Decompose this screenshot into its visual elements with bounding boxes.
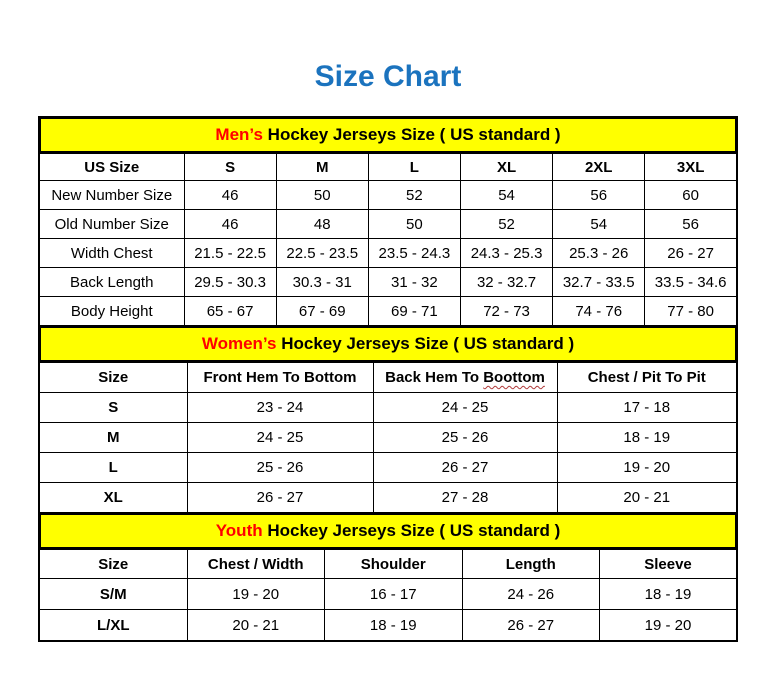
row-label: Old Number Size	[39, 210, 184, 239]
row-label: Width Chest	[39, 239, 184, 268]
table-row	[39, 453, 737, 483]
cell-value: 24 - 25	[187, 423, 373, 453]
cell-value: 24 - 25	[373, 393, 557, 423]
cell-value: 25 - 26	[373, 423, 557, 453]
cell-value: 46	[184, 210, 276, 239]
youth-band-highlight: Youth	[215, 521, 263, 540]
row-label: Body Height	[39, 297, 184, 327]
table-row	[39, 579, 737, 610]
cell-value: 56	[645, 210, 737, 239]
row-label: S	[39, 393, 187, 423]
cell-value: 72 - 73	[460, 297, 552, 327]
cell-value: 46	[184, 181, 276, 210]
cell-value: 18 - 19	[325, 610, 463, 642]
cell-value: 67 - 69	[276, 297, 368, 327]
cell-value: 22.5 - 23.5	[276, 239, 368, 268]
column-header: M	[276, 153, 368, 181]
womens-section-band	[38, 325, 738, 363]
column-header-text: Back Hem To	[385, 369, 484, 386]
cell-value: 26 - 27	[187, 483, 373, 514]
cell-value: 26 - 27	[645, 239, 737, 268]
table-row	[39, 181, 737, 210]
column-header: Size	[39, 549, 187, 579]
column-header	[373, 362, 557, 393]
column-header: S	[184, 153, 276, 181]
row-label: XL	[39, 483, 187, 514]
cell-value: 50	[276, 181, 368, 210]
table-row	[39, 268, 737, 297]
table-row	[39, 210, 737, 239]
cell-value: 30.3 - 31	[276, 268, 368, 297]
mens-band-highlight: Men’s	[215, 125, 263, 144]
cell-value: 26 - 27	[462, 610, 600, 642]
cell-value: 18 - 19	[600, 579, 738, 610]
cell-value: 32.7 - 33.5	[553, 268, 645, 297]
table-row	[39, 297, 737, 327]
cell-value: 26 - 27	[373, 453, 557, 483]
cell-value: 21.5 - 22.5	[184, 239, 276, 268]
cell-value: 65 - 67	[184, 297, 276, 327]
cell-value: 56	[553, 181, 645, 210]
column-header: L	[368, 153, 460, 181]
youth-size-table	[38, 548, 738, 642]
youth-section-band	[38, 512, 738, 550]
cell-value: 19 - 20	[557, 453, 737, 483]
cell-value: 31 - 32	[368, 268, 460, 297]
column-header: 3XL	[645, 153, 737, 181]
table-row	[39, 239, 737, 268]
cell-value: 24 - 26	[462, 579, 600, 610]
cell-value: 24.3 - 25.3	[460, 239, 552, 268]
cell-value: 74 - 76	[553, 297, 645, 327]
cell-value: 54	[460, 181, 552, 210]
table-row	[39, 610, 737, 642]
misspelled-word-with-squiggle: Boottom	[483, 369, 545, 386]
size-chart-page	[0, 60, 776, 692]
womens-band-highlight: Women’s	[201, 334, 277, 353]
cell-value: 60	[645, 181, 737, 210]
cell-value: 16 - 17	[325, 579, 463, 610]
column-header: Chest / Pit To Pit	[557, 362, 737, 393]
cell-value: 48	[276, 210, 368, 239]
size-chart	[38, 116, 738, 642]
cell-value: 77 - 80	[645, 297, 737, 327]
column-header: Size	[39, 362, 187, 393]
column-header: XL	[460, 153, 552, 181]
womens-header-row	[39, 362, 737, 393]
cell-value: 18 - 19	[557, 423, 737, 453]
cell-value: 25 - 26	[187, 453, 373, 483]
column-header: Length	[462, 549, 600, 579]
column-header: Chest / Width	[187, 549, 325, 579]
womens-band-text: Hockey Jerseys Size ( US standard )	[276, 334, 575, 353]
cell-value: 23.5 - 24.3	[368, 239, 460, 268]
row-label: M	[39, 423, 187, 453]
cell-value: 17 - 18	[557, 393, 737, 423]
cell-value: 52	[460, 210, 552, 239]
cell-value: 69 - 71	[368, 297, 460, 327]
mens-band-text: Hockey Jerseys Size ( US standard )	[262, 125, 561, 144]
cell-value: 29.5 - 30.3	[184, 268, 276, 297]
table-row	[39, 423, 737, 453]
cell-value: 19 - 20	[187, 579, 325, 610]
cell-value: 33.5 - 34.6	[645, 268, 737, 297]
column-header: Shoulder	[325, 549, 463, 579]
mens-header-row	[39, 153, 737, 181]
row-label: Back Length	[39, 268, 184, 297]
cell-value: 19 - 20	[600, 610, 738, 642]
cell-value: 50	[368, 210, 460, 239]
cell-value: 20 - 21	[557, 483, 737, 514]
cell-value: 20 - 21	[187, 610, 325, 642]
row-label: S/M	[39, 579, 187, 610]
page-title: Size Chart	[314, 60, 462, 93]
youth-header-row	[39, 549, 737, 579]
youth-band-text: Hockey Jerseys Size ( US standard )	[262, 521, 561, 540]
cell-value: 27 - 28	[373, 483, 557, 514]
cell-value: 54	[553, 210, 645, 239]
cell-value: 32 - 32.7	[460, 268, 552, 297]
row-label: New Number Size	[39, 181, 184, 210]
column-header: Sleeve	[600, 549, 738, 579]
cell-value: 52	[368, 181, 460, 210]
row-label: L/XL	[39, 610, 187, 642]
mens-size-table	[38, 152, 738, 327]
column-header: 2XL	[553, 153, 645, 181]
cell-value: 25.3 - 26	[553, 239, 645, 268]
row-label: L	[39, 453, 187, 483]
cell-value: 23 - 24	[187, 393, 373, 423]
table-row	[39, 393, 737, 423]
womens-size-table	[38, 361, 738, 514]
column-header: Front Hem To Bottom	[187, 362, 373, 393]
table-row	[39, 483, 737, 514]
column-header: US Size	[39, 153, 184, 181]
mens-section-band	[38, 116, 738, 154]
